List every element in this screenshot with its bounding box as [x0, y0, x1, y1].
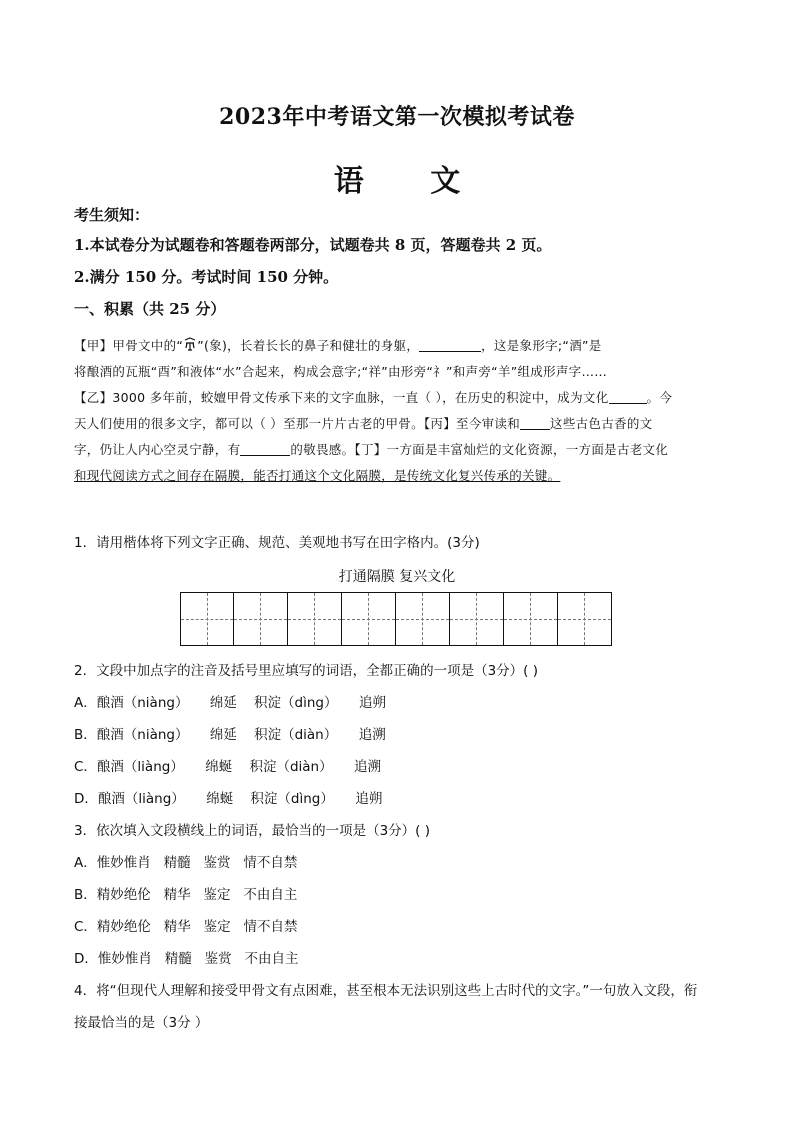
grid-cell[interactable] [234, 592, 288, 646]
notice-heading: 考生须知： [74, 206, 150, 224]
question-4-stem-line-1: 4．将“但现代人理解和接受甲骨文有点困难，甚至根本无法识别这些上古时代的文字。”一句放入文段，衔 [74, 983, 698, 999]
passage-line: 字，仍让人内心空灵宁静，有 的敬畏感。【丁】一方面是丰富灿烂的文化资源，一方面是古老文化 [74, 442, 669, 457]
fill-blank [419, 337, 481, 352]
question-2-option-b[interactable]: B．酿酒（niàng） 绵延 积淀（diàn） 追溯 [74, 727, 386, 743]
subject-title: 语 文 [333, 164, 489, 199]
question-2-option-a[interactable]: A．酿酒（niàng） 绵延 积淀（dìng） 追朔 [74, 695, 386, 711]
passage-line: 天人们使用的很多文字，都可以（ ）至那一片片古老的甲骨。【丙】至今审读和 这些古色古香的文 [74, 416, 653, 431]
question-4-stem-line-2: 接最恰当的是（3分 ） [74, 1015, 209, 1031]
section-heading: 一、积累（共 25 分） [74, 300, 226, 318]
question-3-option-b[interactable]: B．精妙绝伦 精华 鉴定 不由自主 [74, 887, 298, 903]
notice-item-2: 2.满分 150 分。考试时间 150 分钟。 [74, 268, 339, 286]
passage-line: 【乙】3000 多年前，蛟嬗甲骨文传承下来的文字血脉，一直（ ），在历史的积淀中，成为文化 。今 [74, 390, 673, 405]
question-2-stem: 2．文段中加点字的注音及括号里应填写的词语，全都正确的一项是（3分）( ) [74, 663, 539, 679]
grid-cell[interactable] [180, 592, 234, 646]
grid-cell[interactable] [558, 592, 612, 646]
passage-line: 将酿酒的瓦瓶“酉”和液体“水”合起来，构成会意字;“祥”由形旁“礻”和声旁“羊”组成形声字…… [74, 364, 608, 379]
exam-title: 2023年中考语文第一次模拟考试卷 [219, 104, 575, 130]
question-2-option-c[interactable]: C．酿酒（liàng） 绵蜒 积淀（diàn） 追溯 [74, 759, 382, 775]
question-2-option-d[interactable]: D．酿酒（liàng） 绵蜒 积淀（dìng） 追朔 [74, 791, 383, 807]
grid-cell[interactable] [396, 592, 450, 646]
fill-blank [240, 441, 290, 456]
reading-passage [74, 333, 722, 489]
oracle-elephant-glyph [183, 336, 197, 352]
question-3-option-d[interactable]: D．惟妙惟肖 精髓 鉴赏 不由自主 [74, 951, 299, 967]
question-3-option-c[interactable]: C．精妙绝伦 精华 鉴定 情不自禁 [74, 919, 298, 935]
question-1-stem: 1．请用楷体将下列文字正确、规范、美观地书写在田字格内。(3分) [74, 535, 480, 551]
writing-grid[interactable] [180, 592, 616, 646]
question-3-option-a[interactable]: A．惟妙惟肖 精髓 鉴赏 情不自禁 [74, 855, 298, 871]
passage-line: 【甲】甲骨文中的“ ”(象)，长着长长的鼻子和健壮的身躯， ，这是象形字;“酒”是 [74, 338, 602, 353]
passage-line-underlined: 和现代阅读方式之间存在隔膜，能否打通这个文化隔膜，是传统文化复兴传承的关键。 [74, 468, 561, 483]
question-3-stem: 3．依次填入文段横线上的词语，最恰当的一项是（3分）( ) [74, 823, 431, 839]
grid-cell[interactable] [504, 592, 558, 646]
grid-cell[interactable] [342, 592, 396, 646]
fill-blank [520, 415, 550, 430]
fill-blank [609, 389, 647, 404]
notice-item-1: 1.本试卷分为试题卷和答题卷两部分，试题卷共 8 页，答题卷共 2 页。 [74, 236, 552, 254]
grid-cell[interactable] [288, 592, 342, 646]
practice-phrase: 打通隔膜 复兴文化 [338, 569, 456, 585]
grid-cell[interactable] [450, 592, 504, 646]
